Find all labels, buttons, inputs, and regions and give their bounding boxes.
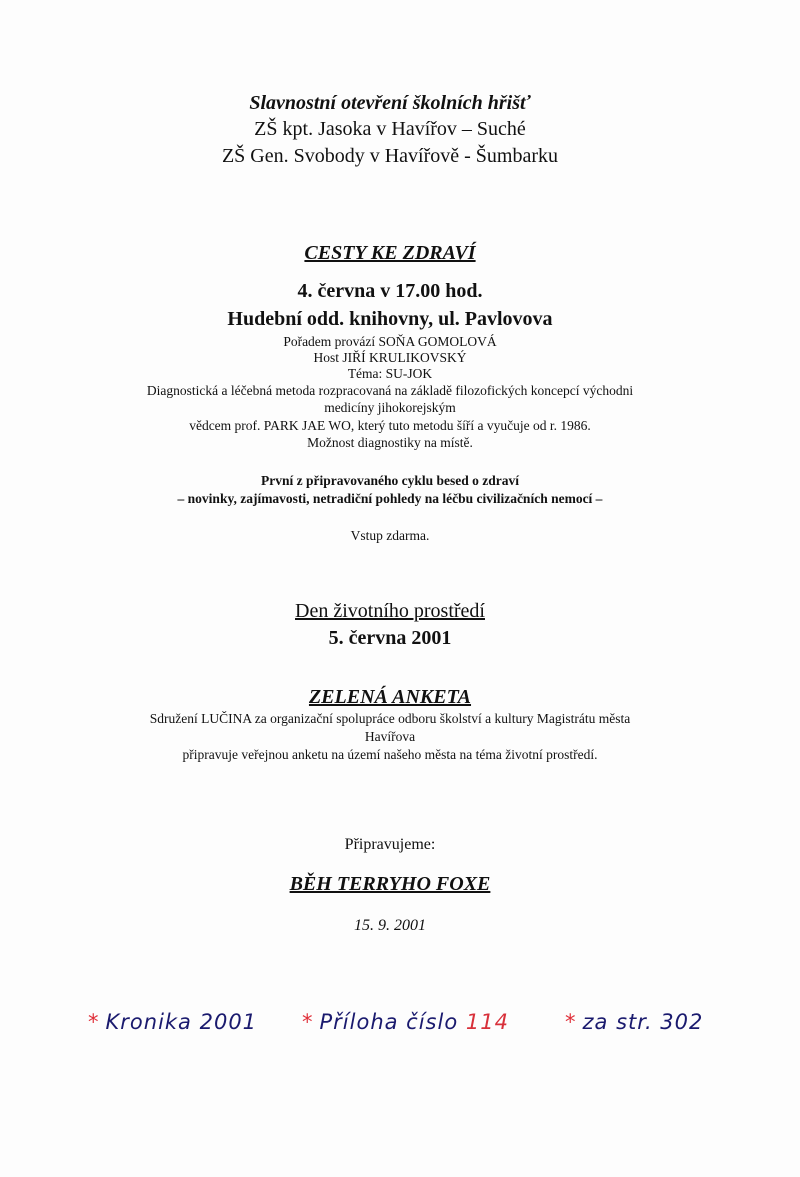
event2-title: Den životního prostředí bbox=[295, 600, 485, 622]
event1-title: CESTY KE ZDRAVÍ bbox=[304, 242, 476, 264]
event1-series-topics: – novinky, zajímavosti, netradiční pohledy na léčbu civilizačních nemocí – bbox=[177, 491, 603, 506]
upcoming-label: Připravujeme: bbox=[344, 836, 436, 853]
event2-line: Havířova bbox=[364, 729, 416, 744]
event1-series: První z připravovaného cyklu besed o zdraví bbox=[260, 473, 519, 488]
event2-line: Sdružení LUČINA za organizační spolupráce odboru školství a kultury Magistrátu města bbox=[149, 711, 631, 726]
asterisk-mark: * bbox=[88, 1010, 100, 1034]
header-school-1: ZŠ kpt. Jasoka v Havířov – Suché bbox=[254, 118, 526, 140]
event1-line: Diagnostická a léčebná metoda rozpracovaná na základě filozofických koncepcí východni bbox=[146, 383, 634, 398]
event1-date: 4. června v 17.00 hod. bbox=[297, 280, 483, 302]
asterisk-mark: * bbox=[302, 1010, 314, 1034]
event1-line: Možnost diagnostiky na místě. bbox=[307, 435, 473, 450]
event1-line: vědcem prof. PARK JAE WO, který tuto metodu šíří a vyučuje od r. 1986. bbox=[189, 418, 591, 433]
event1-line: Téma: SU-JOK bbox=[347, 366, 433, 381]
event1-line: Pořadem provází SOŇA GOMOLOVÁ bbox=[283, 334, 497, 349]
event1-entry: Vstup zdarma. bbox=[350, 528, 430, 543]
upcoming-date: 15. 9. 2001 bbox=[354, 917, 426, 934]
handwritten-note-appendix: * Příloha číslo 114 bbox=[302, 1010, 509, 1034]
asterisk-mark: * bbox=[565, 1010, 577, 1034]
event1-line: medicíny jihokorejským bbox=[324, 400, 456, 415]
event2-date: 5. června 2001 bbox=[328, 627, 452, 649]
header-title: Slavnostní otevření školních hřišť bbox=[249, 92, 531, 114]
upcoming-title: BĚH TERRYHO FOXE bbox=[289, 873, 491, 895]
event2-subtitle: ZELENÁ ANKETA bbox=[308, 686, 472, 708]
event1-line: Host JIŘÍ KRULIKOVSKÝ bbox=[313, 350, 467, 365]
handwritten-note-page: * za str. 302 bbox=[565, 1010, 704, 1034]
header-school-2: ZŠ Gen. Svobody v Havířově - Šumbarku bbox=[221, 145, 559, 167]
handwritten-note-chronicle: * Kronika 2001 bbox=[88, 1010, 258, 1034]
event1-place: Hudební odd. knihovny, ul. Pavlovova bbox=[227, 308, 553, 330]
event2-line: připravuje veřejnou anketu na území našeho města na téma životní prostředí. bbox=[182, 747, 598, 762]
